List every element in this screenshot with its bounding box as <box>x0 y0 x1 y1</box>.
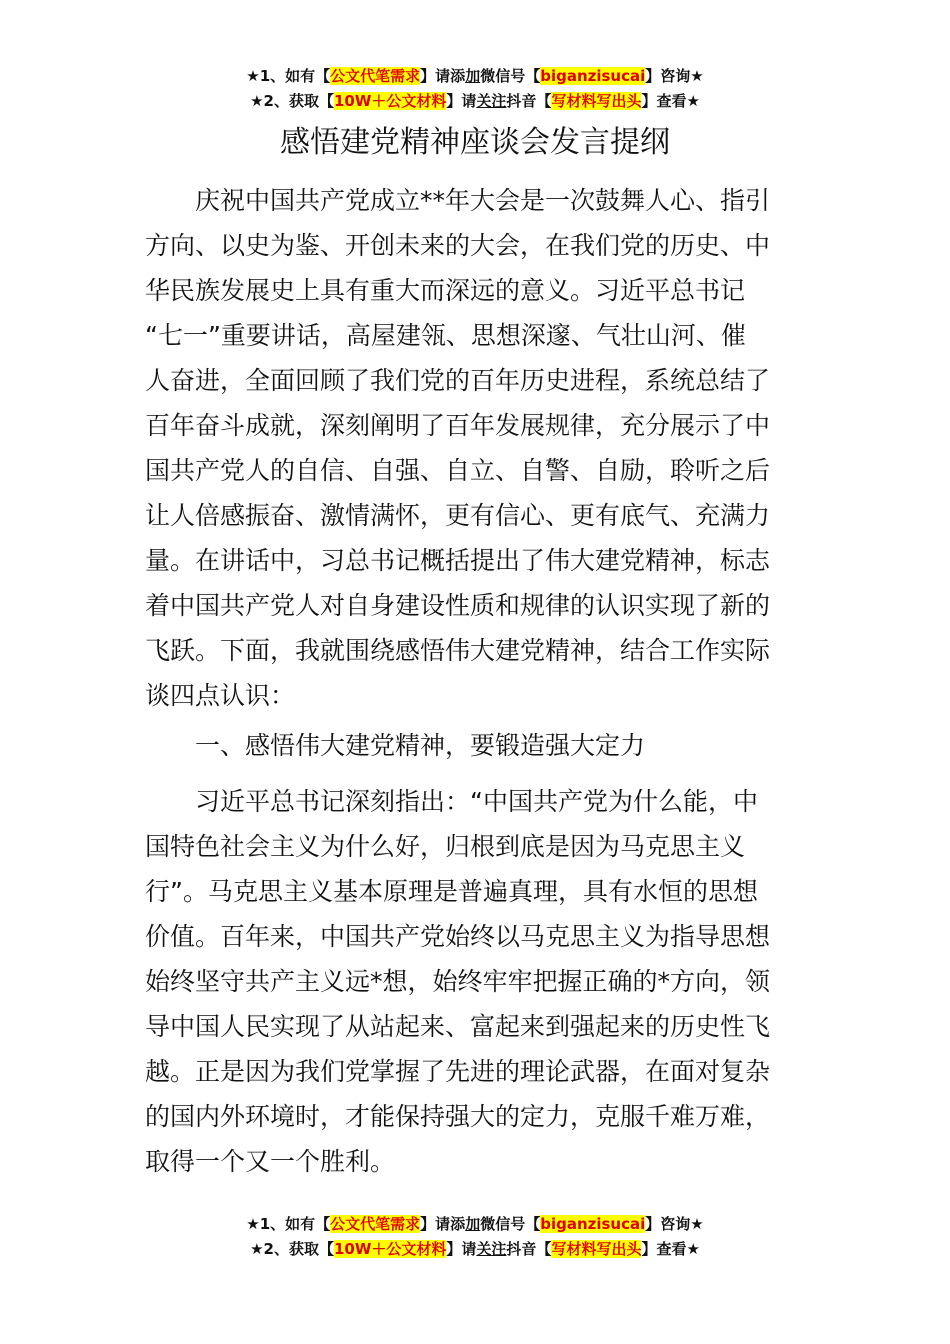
text-line: 飞跃。下面，我就围绕感悟伟大建党精神，结合工作实际 <box>145 636 771 665</box>
banner-line-2 <box>0 89 950 114</box>
text-line: 人奋进，全面回顾了我们党的百年历史进程，系统总结了 <box>145 366 771 395</box>
text-line: 百年奋斗成就，深刻阐明了百年发展规律，充分展示了中 <box>145 411 771 440</box>
text-line: 行”。马克思主义基本原理是普遍真理，具有水恒的思想 <box>145 877 758 906</box>
text-line: 价值。百年来，中国共产党始终以马克思主义为指导思想 <box>145 922 771 951</box>
text-line: 取得一个又一个胜利。 <box>145 1147 396 1176</box>
text-line: 国特色社会主义为什么好，归根到底是因为马克思主义 <box>145 832 746 861</box>
text-line: 华民族发展史上具有重大而深远的意义。习近平总书记 <box>145 276 746 305</box>
text-line: 越。正是因为我们党掌握了先进的理论武器，在面对复杂 <box>145 1057 771 1086</box>
banner-text: 抖音【 <box>506 1240 552 1258</box>
text-line: 着中国共产党人对自身建设性质和规律的认识实现了新的 <box>145 591 771 620</box>
banner-highlight: 10W＋公文材料 <box>333 92 447 110</box>
banner-text: 】咨询★ <box>645 1215 704 1233</box>
banner-text: 】请添 <box>420 1215 466 1233</box>
text-line: 让人倍感振奋、激情满怀，更有信心、更有底气、充满力 <box>145 501 771 530</box>
banner-highlight: 写材料写出头 <box>551 92 642 110</box>
banner-text: ★1、如有【 <box>246 67 331 85</box>
banner-underline: 加 <box>465 67 481 85</box>
banner-text: 微信号【 <box>480 67 541 85</box>
banner-text: 】查看★ <box>641 92 700 110</box>
section-heading-1 <box>145 723 807 768</box>
banner-text: ★1、如有【 <box>246 1215 331 1233</box>
top-banner <box>0 64 950 114</box>
text-line: “七一”重要讲话，高屋建瓴、思想深邃、气壮山河、催 <box>145 321 746 350</box>
paragraph-2 <box>145 779 807 1184</box>
text-line: 习近平总书记深刻指出：“中国共产党为什么能，中 <box>195 787 758 816</box>
text-line: 导中国人民实现了从站起来、富起来到强起来的历史性飞 <box>145 1012 771 1041</box>
banner-highlight: 10W＋公文材料 <box>333 1240 447 1258</box>
banner-underline: 关注 <box>476 92 507 110</box>
banner-highlight: biganzisucai <box>540 1215 646 1233</box>
banner-text: 】咨询★ <box>645 67 704 85</box>
banner-text: 抖音【 <box>506 92 552 110</box>
banner-line-1 <box>0 64 950 89</box>
banner-line-2 <box>0 1237 950 1262</box>
banner-highlight: 公文代笔需求 <box>330 1215 421 1233</box>
banner-highlight: biganzisucai <box>540 67 646 85</box>
banner-highlight: 公文代笔需求 <box>330 67 421 85</box>
text-line: 庆祝中国共产党成立**年大会是一次鼓舞人心、指引 <box>195 186 771 215</box>
banner-underline: 加 <box>465 1215 481 1233</box>
document-title: 感悟建党精神座谈会发言提纲 <box>280 125 670 160</box>
bottom-banner <box>0 1212 950 1262</box>
banner-text: ★2、获取【 <box>250 1240 334 1258</box>
text-line: 量。在讲话中，习总书记概括提出了伟大建党精神，标志 <box>145 546 771 575</box>
banner-text: 微信号【 <box>480 1215 541 1233</box>
text-line: 方向、以史为鉴、开创未来的大会，在我们党的历史、中 <box>145 231 771 260</box>
banner-text: 】请 <box>446 92 477 110</box>
section-heading: 一、感悟伟大建党精神，要锻造强大定力 <box>195 731 646 760</box>
banner-text: 】请 <box>446 1240 477 1258</box>
text-line: 的国内外环境时，才能保持强大的定力，克服千难万难， <box>145 1102 771 1131</box>
banner-text: ★2、获取【 <box>250 92 334 110</box>
paragraph-1 <box>145 178 807 718</box>
banner-underline: 关注 <box>476 1240 507 1258</box>
text-line: 始终坚守共产主义远*想，始终牢牢把握正确的*方向，领 <box>145 967 771 996</box>
banner-highlight: 写材料写出头 <box>551 1240 642 1258</box>
text-line: 谈四点认识： <box>145 681 296 710</box>
banner-text: 】查看★ <box>641 1240 700 1258</box>
banner-line-1 <box>0 1212 950 1237</box>
banner-text: 】请添 <box>420 67 466 85</box>
text-line: 国共产党人的自信、自强、自立、自警、自励，聆听之后 <box>145 456 771 485</box>
